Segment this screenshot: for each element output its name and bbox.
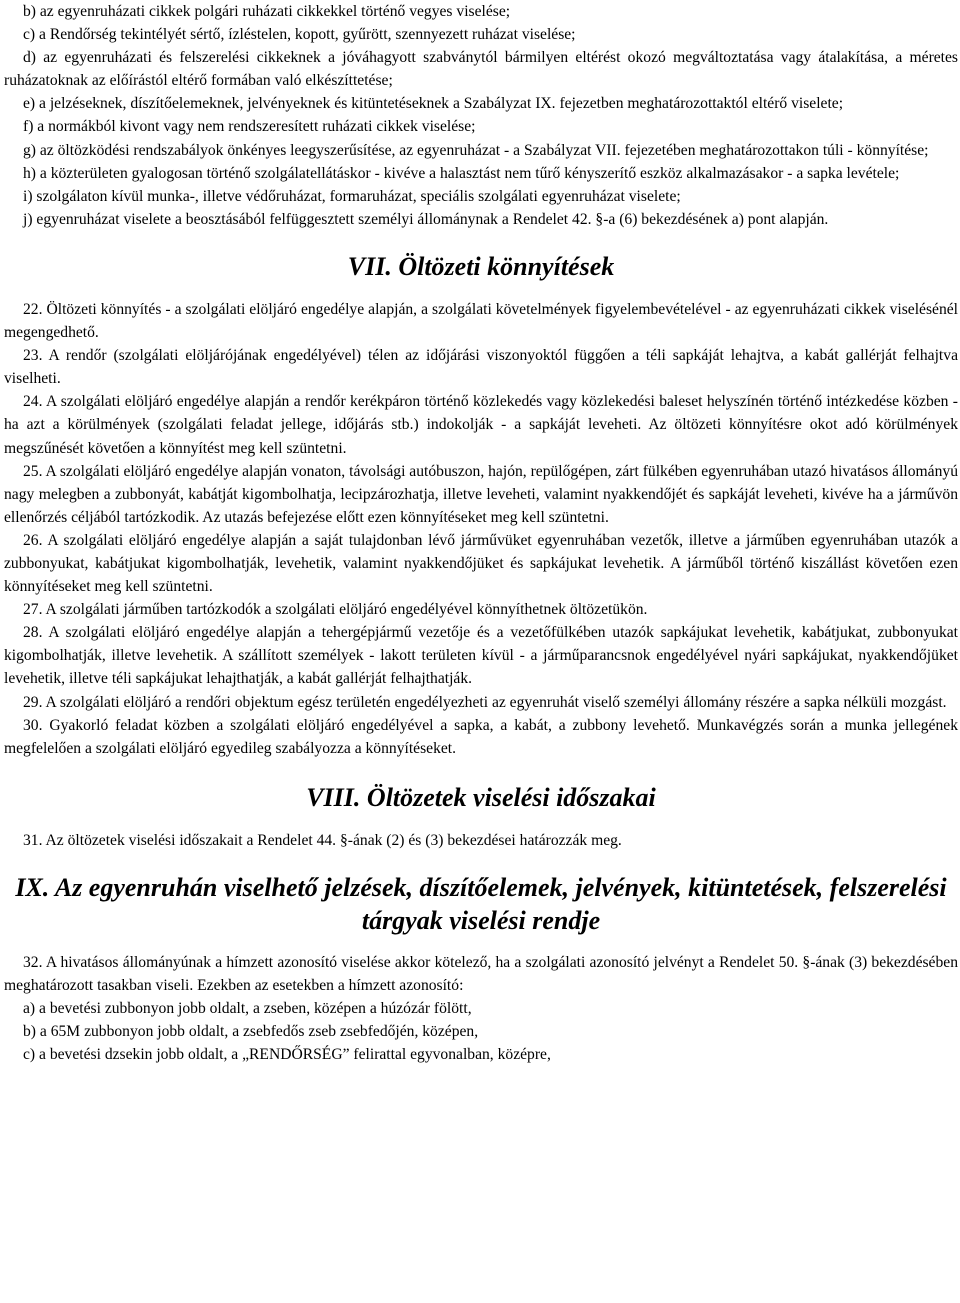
paragraph-27: 27. A szolgálati járműben tartózkodók a szolgálati elöljáró engedélyével könnyíthetnek öltözetükön.	[23, 601, 648, 619]
list-item-a: a) a bevetési zubbonyon jobb oldalt, a zseben, középen a húzózár fölött,	[23, 1000, 472, 1018]
list-item-b: b) az egyenruházati cikkek polgári ruházati cikkekkel történő vegyes viselése;	[23, 3, 511, 20]
paragraph-25: 25. A szolgálati elöljáró engedélye alapján vonaton, távolsági autóbuszon, hajón, repülőgépen, zárt fülkében egyenruhában utazó hivatásos állományú nagy melegben a zubbonyát, kabátját kigombolhatja, lecipzározhatja, illetve leveheti, valamint nyakkendőjét és sapkáját leveheti, kivéve ha a járművön ellenőrzés céljából tartózkodik. Az utazás befejezése előtt ezen könnyítéseket meg kell szüntetni.	[4, 462, 958, 526]
paragraph-28: 28. A szolgálati elöljáró engedélye alapján a tehergépjármű vezetője és a vezetőfülkében utazók sapkájukat levehetik, kabátjukat, zubbonyukat kigombolhatják, illetve levehetik. A szállított személyek - lakott területen kívül - a járműparancsnok engedélyével nyári sapkájukat, nyakkendőjüket levehetik, illetve téli sapkájukat lehajthatják, a kabát gallérját felhajthatják.	[4, 624, 958, 688]
list-item-h: h) a közterületen gyalogosan történő szolgálatellátáskor - kivéve a halasztást nem tűrő kényszerítő eszköz alkalmazásakor - a sapka levétele;	[23, 164, 900, 182]
section-vii-body	[4, 298, 958, 760]
list-item-j: j) egyenruházat viselete a beosztásából felfüggesztett személyi állománynak a Rendelet 42. §-a (6) bekezdésének a) pont alapján.	[23, 210, 829, 228]
list-item-d: d) az egyenruházati és felszerelési cikkeknek a jóváhagyott szabványtól bármilyen eltérést okozó megváltoztatása vagy átalakítása, a méretes ruházatoknak az előírástól eltérő formában való elkészíttetése;	[4, 49, 958, 90]
paragraph-30: 30. Gyakorló feladat közben a szolgálati elöljáró engedélyével a sapka, a kabát, a zubbony levehető. Munkavégzés során a munka jellegének megfelelően a szolgálati elöljáró egyedileg szabályozza a könnyítéseket.	[4, 716, 958, 757]
list-item-f: f) a normákból kivont vagy nem rendszeresített ruházati cikkek viselése;	[23, 118, 476, 136]
paragraph-29: 29. A szolgálati elöljáró a rendőri objektum egész területén engedélyezheti az egyenruhát viselő személyi állomány részére a sapka nélküli mozgást.	[23, 693, 947, 711]
paragraph-32: 32. A hivatásos állományúnak a hímzett azonosító viselése akkor kötelező, ha a szolgálati azonosító jelvényt a Rendelet 50. §-ának (3) bekezdésében meghatározott tasakban viseli. Ezekben az esetekben a hímzett azonosító:	[4, 953, 958, 994]
list-item-i: i) szolgálaton kívül munka-, illetve védőruházat, formaruházat, speciális szolgálati egyenruházat viselete;	[23, 187, 681, 205]
section-viii-body	[4, 829, 958, 852]
document-page	[4, 0, 958, 1066]
paragraph-26: 26. A szolgálati elöljáró engedélye alapján a saját tulajdonban lévő járművüket egyenruhában vezetők, illetve a járműben egyenruhában utazók a zubbonyukat, kabátjukat kigombolhatják, levehetik, valamint nyakkendőjüket és sapkájukat levehetik. A járműből történő kiszállást követően ezen könnyítéseket meg kell szüntetni.	[4, 531, 958, 596]
list-item-e: e) a jelzéseknek, díszítőelemeknek, jelvényeknek és kitüntetéseknek a Szabályzat IX. fejezetben meghatározottaktól eltérő viselete;	[23, 95, 844, 113]
list-item-c-dzseki: c) a bevetési dzsekin jobb oldalt, a „RENDŐRSÉG” felirattal egyvonalban, középre,	[23, 1046, 551, 1064]
list-item-g: g) az öltözködési rendszabályok önkényes leegyszerűsítése, az egyenruházat - a Szabályzat VII. fejezetében meghatározottakon túli - könnyítése;	[23, 141, 929, 159]
paragraph-22: 22. Öltözeti könnyítés - a szolgálati elöljáró engedélye alapján, a szolgálati követelmények figyelembevételével - az egyenruházati cikkek viselésénél megengedhető.	[4, 300, 958, 342]
list-item-b-65m: b) a 65M zubbonyon jobb oldalt, a zsebfedős zseb zsebfedőjén, középen,	[23, 1023, 479, 1041]
list-item-c: c) a Rendőrség tekintélyét sértő, ízléstelen, kopott, gyűrött, szennyezett ruházat viselése;	[23, 26, 576, 44]
section-ix-body	[4, 951, 958, 1066]
section-heading-viii: VIII. Öltözetek viselési időszakai	[306, 782, 656, 812]
paragraph-24: 24. A szolgálati elöljáró engedélye alapján a rendőr kerékpáron történő közlekedés vagy közlekedési baleset helyszínén történő intézkedése közben - ha azt a körülmények (szolgálati feladat jellege, időjárás stb.) indokolják - a sapkáját leveheti. Az öltözeti könnyítésre okot adó körülmények megszűnését követően a könnyítést meg kell szüntetni.	[4, 393, 958, 457]
paragraph-23: 23. A rendőr (szolgálati elöljárójának engedélyével) télen az időjárási viszonyoktól függően a téli sapkáját lehajtva, a kabát gallérját felhajtva viselheti.	[4, 347, 958, 388]
paragraph-31: 31. Az öltözetek viselési időszakait a Rendelet 44. §-ának (2) és (3) bekezdései határozzák meg.	[23, 831, 622, 849]
section-heading-ix: IX. Az egyenruhán viselhető jelzések, díszítőelemek, jelvények, kitüntetések, felszerelési tárgyak viselési rendje	[15, 872, 947, 935]
list-prohibited-wearing	[4, 0, 958, 231]
section-heading-vii: VII. Öltözeti könnyítések	[347, 251, 615, 281]
